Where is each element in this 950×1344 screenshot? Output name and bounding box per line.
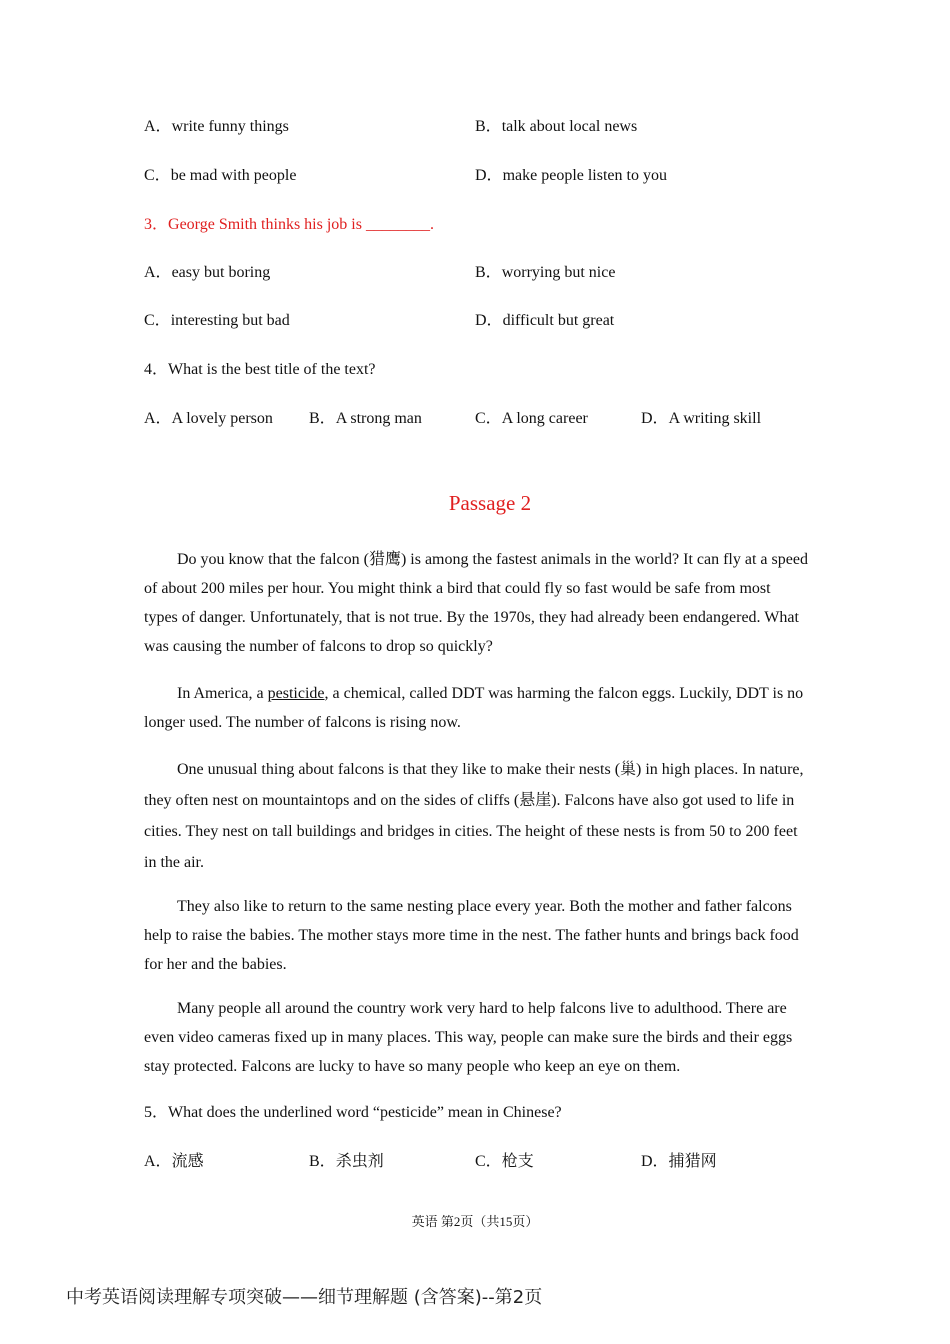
option-text: 枪支: [501, 1153, 534, 1170]
option-letter: D．: [641, 410, 669, 427]
paragraph-text: Do you know that the falcon (猎鹰) is among the fastest animals in the world? It can fly at a speed of about 200 miles per hour. You might think a bird that could fly so fast would be safe from most types of danger. Unfortunately, that is not true. By the 1970s, they had already been endangered. What was causing the number of falcons to drop so quickly?: [144, 551, 808, 655]
passage-paragraph-2: [144, 679, 808, 737]
q2-option-b[interactable]: [475, 117, 637, 137]
page-footer: 英语 第2页（共15页）: [411, 1214, 539, 1229]
question-number: 5．: [144, 1104, 169, 1121]
paragraph-text: One unusual thing about falcons is that they like to make their nests (巢) in high places. In nature, they often nest on mountaintops and on the sides of cliffs (悬崖). Falcons have also got used to life in cities. They nest on tall buildings and bridges in cities. The height of these nests is from 50 to 200 feet in the air.: [144, 761, 804, 871]
option-letter: C．: [144, 312, 171, 329]
q4-option-c[interactable]: [475, 409, 588, 429]
option-letter: C．: [144, 167, 171, 184]
option-text: interesting but bad: [170, 312, 290, 329]
q2-option-c[interactable]: [144, 166, 296, 186]
passage-paragraph-1: [144, 545, 808, 661]
q2-option-a[interactable]: [144, 117, 289, 137]
option-text: 流感: [171, 1153, 204, 1170]
q3-option-a[interactable]: [144, 263, 270, 283]
option-text: write funny things: [171, 118, 289, 135]
underlined-word: pesticide: [267, 685, 325, 702]
option-text: make people listen to you: [502, 167, 667, 184]
paragraph-text-before: In America, a: [177, 685, 268, 702]
option-text: A lovely person: [171, 410, 273, 427]
q4-option-d[interactable]: [641, 409, 761, 429]
option-text: A long career: [501, 410, 588, 427]
option-letter: D．: [475, 167, 503, 184]
option-letter: C．: [475, 410, 502, 427]
q3-stem: [144, 215, 434, 235]
question-text: What does the underlined word “pesticide” mean in Chinese?: [168, 1104, 562, 1121]
passage-paragraph-3: [144, 754, 808, 878]
question-number: 4．: [144, 361, 169, 378]
passage-paragraph-4: [144, 892, 808, 979]
option-letter: A．: [144, 118, 172, 135]
passage-paragraph-5: [144, 994, 808, 1081]
question-text: George Smith thinks his job is ________.: [168, 216, 434, 233]
option-letter: B．: [309, 1153, 336, 1170]
q4-option-b[interactable]: [309, 409, 422, 429]
q2-option-d[interactable]: [475, 166, 667, 186]
option-letter: A．: [144, 264, 172, 281]
q5-option-a[interactable]: [144, 1152, 204, 1172]
paragraph-text: They also like to return to the same nesting place every year. Both the mother and father falcons help to raise the babies. The mother stays more time in the nest. The father hunts and brings back food for her and the babies.: [144, 898, 799, 973]
option-text: 捕猎网: [668, 1153, 717, 1170]
passage-title: Passage 2: [448, 491, 532, 515]
question-text: What is the best title of the text?: [168, 361, 376, 378]
q5-option-c[interactable]: [475, 1152, 534, 1172]
option-text: talk about local news: [501, 118, 638, 135]
option-letter: B．: [309, 410, 336, 427]
option-letter: C．: [475, 1153, 502, 1170]
option-text: easy but boring: [171, 264, 271, 281]
question-number: 3．: [144, 216, 169, 233]
option-letter: D．: [641, 1153, 669, 1170]
option-text: be mad with people: [170, 167, 297, 184]
q4-option-a[interactable]: [144, 409, 273, 429]
paragraph-text-after: , a chemical, called DDT was harming the falcon eggs. Luckily, DDT is no longer used. The number of falcons is rising now.: [144, 685, 804, 731]
option-text: 杀虫剂: [335, 1153, 384, 1170]
q3-option-d[interactable]: [475, 311, 614, 331]
option-text: worrying but nice: [501, 264, 616, 281]
q3-option-c[interactable]: [144, 311, 290, 331]
option-letter: B．: [475, 264, 502, 281]
q5-option-d[interactable]: [641, 1152, 717, 1172]
option-text: A strong man: [335, 410, 422, 427]
option-letter: D．: [475, 312, 503, 329]
document-caption: 中考英语阅读理解专项突破——细节理解题 (含答案)--第2页: [66, 1287, 543, 1308]
q4-stem: [144, 360, 376, 380]
q3-option-b[interactable]: [475, 263, 615, 283]
option-letter: A．: [144, 1153, 172, 1170]
option-text: difficult but great: [502, 312, 615, 329]
option-letter: A．: [144, 410, 172, 427]
q5-option-b[interactable]: [309, 1152, 384, 1172]
paragraph-text: Many people all around the country work very hard to help falcons live to adulthood. There are even video cameras fixed up in many places. This way, people can make sure the birds and their eggs stay protected. Falcons are lucky to have so many people who keep an eye on them.: [144, 1000, 793, 1075]
option-letter: B．: [475, 118, 502, 135]
q5-stem: [144, 1103, 562, 1123]
option-text: A writing skill: [668, 410, 762, 427]
